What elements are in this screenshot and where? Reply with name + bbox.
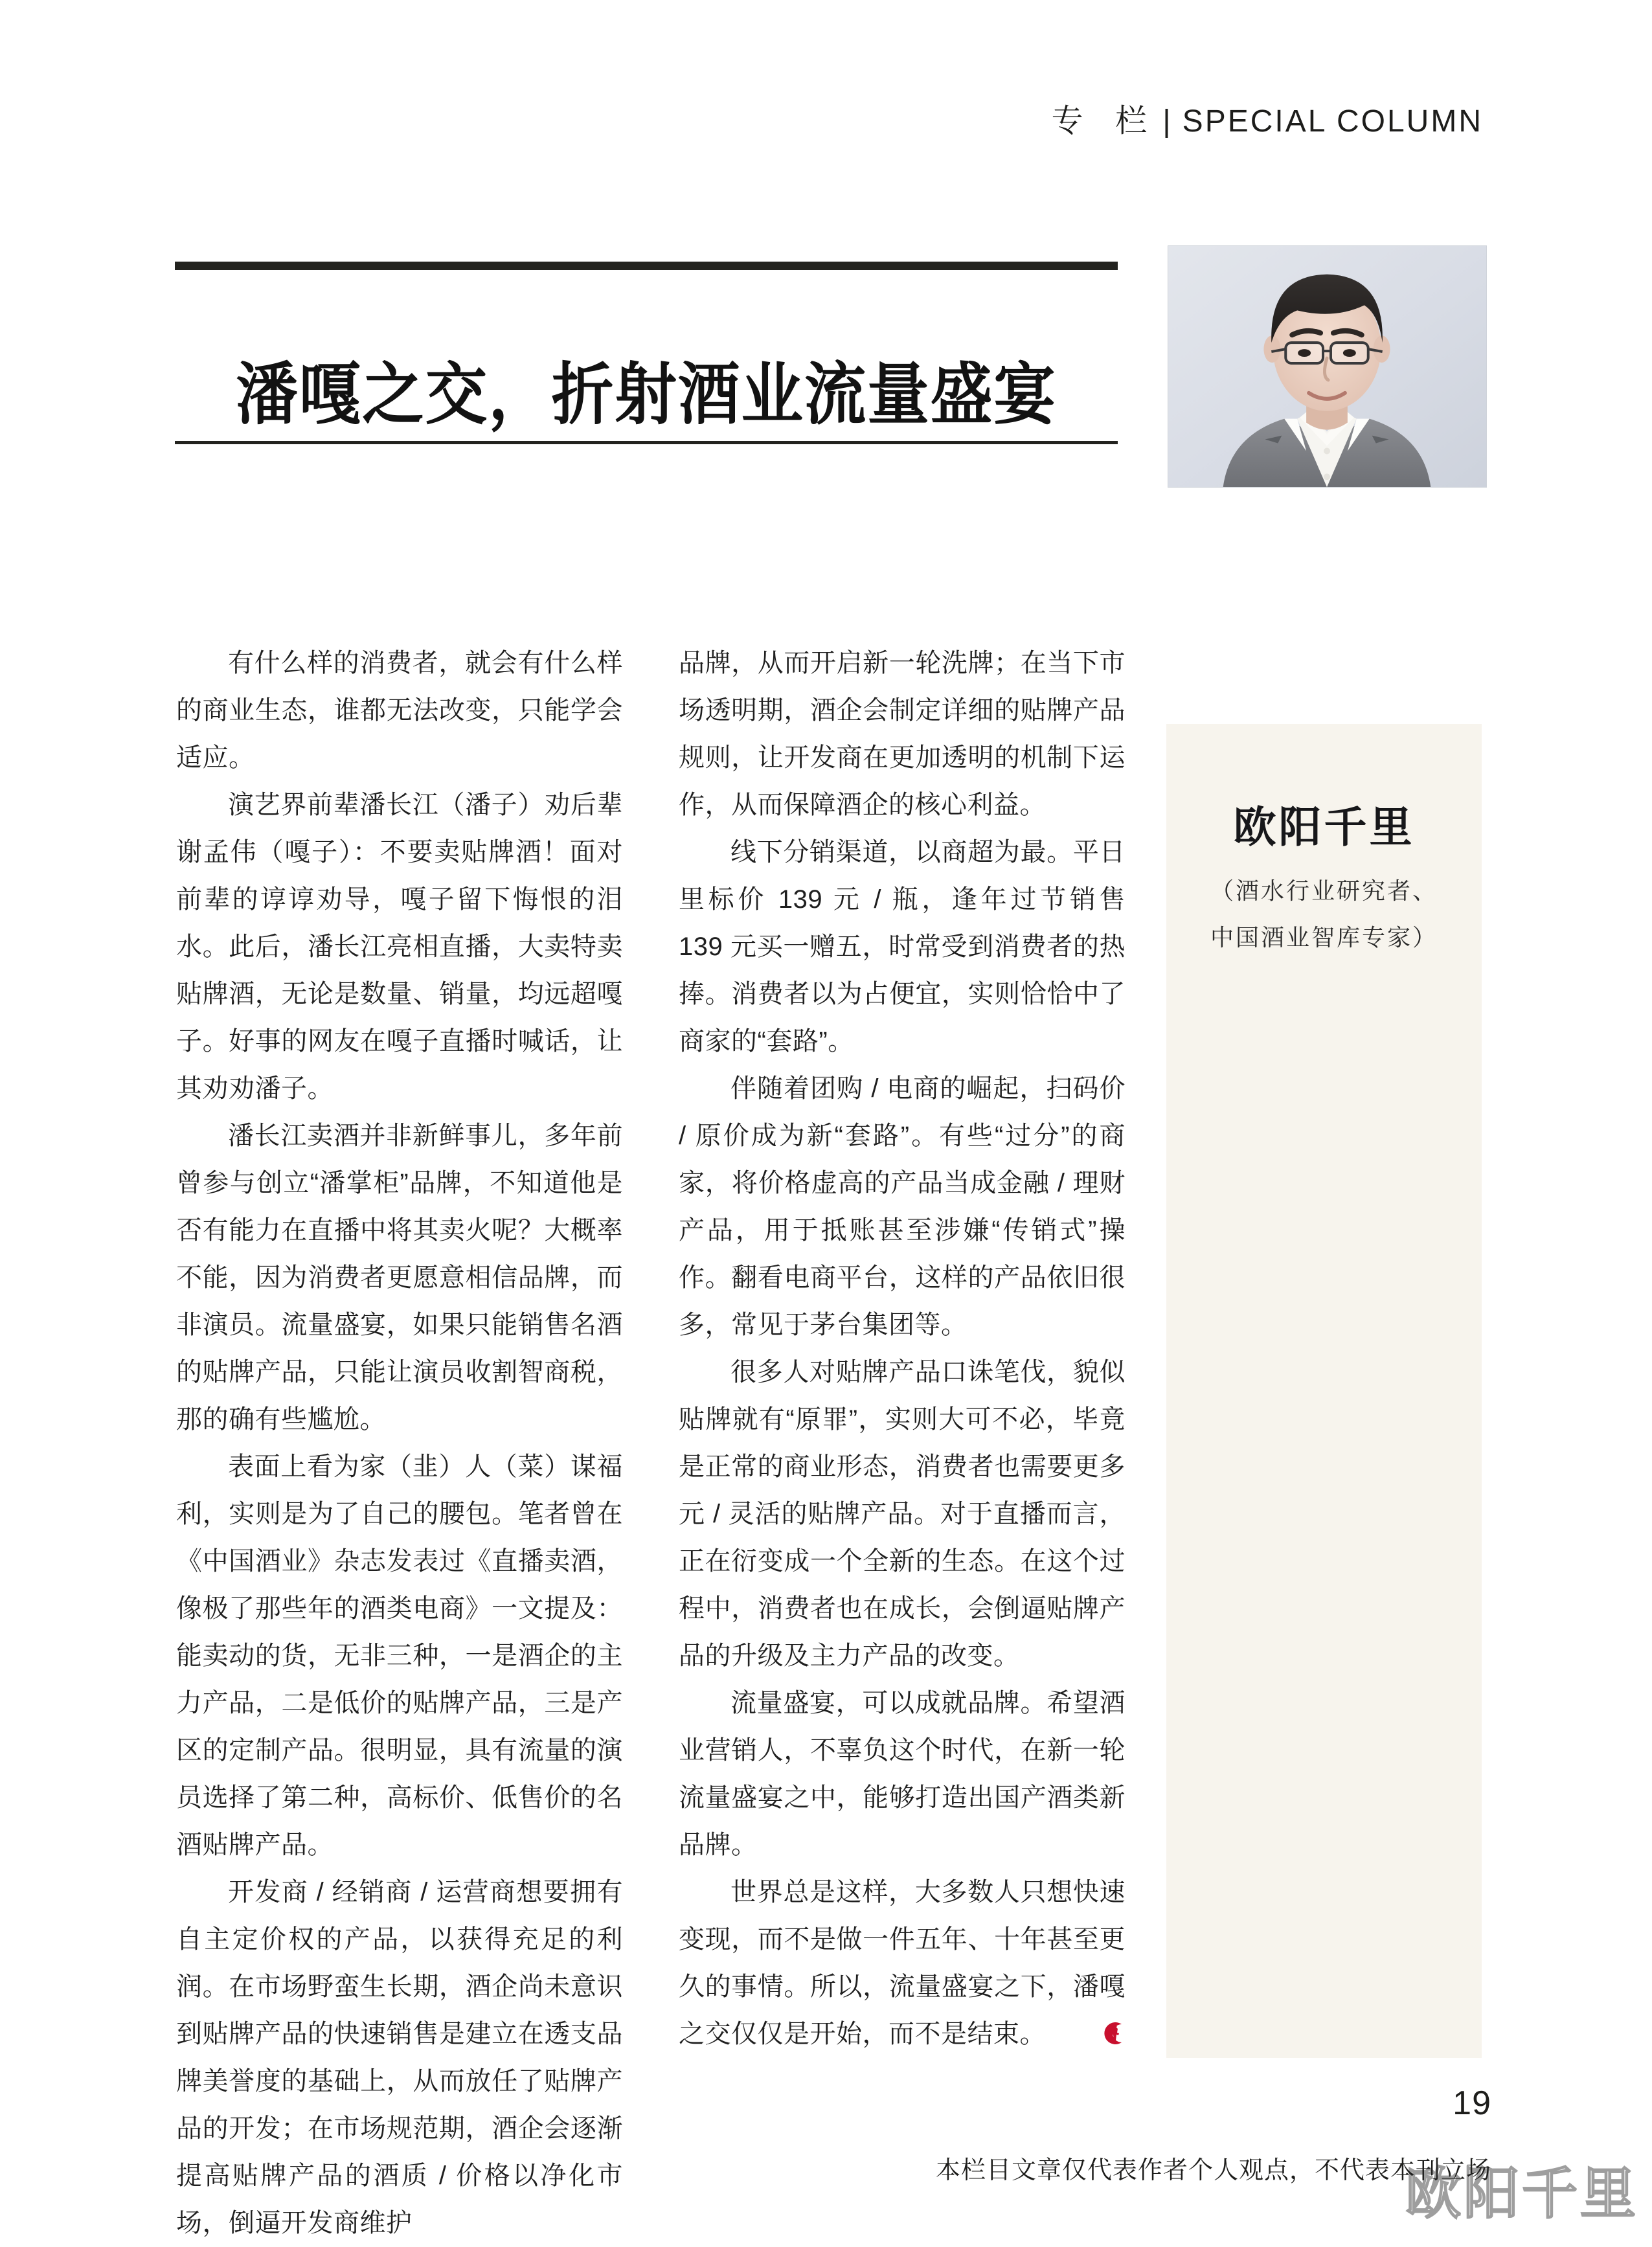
paragraph: 潘长江卖酒并非新鲜事儿，多年前曾参与创立“潘掌柜”品牌，不知道他是否有能力在直播中将其卖火呢？大概率不能，因为消费者更愿意相信品牌，而非演员。流量盛宴，如果只能销售名酒的贴牌产品，只能让演员收割智商税，那的确有些尴尬。 — [176, 1122, 623, 1434]
author-photo — [1168, 245, 1487, 488]
paragraph: 很多人对贴牌产品口诛笔伐，貌似贴牌就有“原罪”，实则大可不必，毕竟是正常的商业形态，消费者也需要更多元 / 灵活的贴牌产品。对于直播而言，正在衍变成一个全新的生态。在这个过程中，消费者也在成长，会倒逼贴牌产品的升级及主力产品的改变。 — [679, 1358, 1126, 1670]
running-head-separator: | — [1162, 104, 1172, 139]
author-role — [1166, 868, 1482, 961]
paragraph: 流量盛宴，可以成就品牌。希望酒业营销人，不辜负这个时代，在新一轮流量盛宴之中，能够打造出国产酒类新品牌。 — [679, 1689, 1126, 1859]
paragraph: 线下分销渠道，以商超为最。平日里标价 139 元 / 瓶，逢年过节销售 139 元买一赠五，时常受到消费者的热捧。消费者以为占便宜，实则恰恰中了商家的“套路”。 — [679, 838, 1126, 1056]
body-column-right — [679, 640, 1126, 2058]
author-card — [1166, 724, 1482, 2058]
paragraph: 有什么样的消费者，就会有什么样的商业生态，谁都无法改变，只能学会适应。 — [176, 649, 623, 772]
paragraph: 伴随着团购 / 电商的崛起，扫码价 / 原价成为新“套路”。有些“过分”的商家，将价格虚高的产品当成金融 / 理财产品，用于抵账甚至涉嫌“传销式”操作。翻看电商平台，这样的产品依旧很多，常见于茅台集团等。 — [679, 1074, 1126, 1339]
watermark-text: 欧阳千里 — [1405, 2163, 1638, 2225]
paragraph-final — [679, 1869, 1126, 2058]
endmark-logo-svg — [1102, 2020, 1127, 2046]
page-number: 19 — [1453, 2084, 1491, 2122]
author-role-line-2: 中国酒业智库专家） — [1210, 925, 1438, 951]
running-head-section-en: SPECIAL COLUMN — [1182, 104, 1483, 139]
author-name: 欧阳千里 — [1233, 804, 1415, 852]
title-rule-top — [175, 262, 1118, 270]
paragraph: 开发商 / 经销商 / 运营商想要拥有自主定价权的产品，以获得充足的利润。在市场野蛮生长期，酒企尚未意识到贴牌产品的快速销售是建立在透支品牌美誉度的基础上，从而放任了贴牌产品的开发；在市场规范期，酒企会逐渐提高贴牌产品的酒质 / 价格以净化市场，倒逼开发商维护 — [176, 1878, 623, 2237]
running-head-section-cn: 专 栏 — [1051, 104, 1159, 139]
paragraph: 表面上看为家（韭）人（菜）谋福利，实则是为了自己的腰包。笔者曾在《中国酒业》杂志发表过《直播卖酒，像极了那些年的酒类电商》一文提及：能卖动的货，无非三种，一是酒企的主力产品，二是低价的贴牌产品，三是产区的定制产品。很明显，具有流量的演员选择了第二种，高标价、低售价的名酒贴牌产品。 — [176, 1452, 623, 1859]
footer-disclaimer: 本栏目文章仅代表作者个人观点，不代表本刊立场 — [935, 2157, 1491, 2184]
paragraph-final-text: 世界总是这样，大多数人只想快速变现，而不是做一件五年、十年甚至更久的事情。所以，流量盛宴之下，潘嘎之交仅仅是开始，而不是结束。 — [679, 1878, 1126, 2048]
author-portrait-illustration — [1168, 246, 1486, 487]
paragraph: 品牌，从而开启新一轮洗牌；在当下市场透明期，酒企会制定详细的贴牌产品规则，让开发商在更加透明的机制下运作，从而保障酒企的核心利益。 — [679, 649, 1126, 819]
title-rule-bottom — [175, 441, 1118, 444]
article-title: 潘嘎之交，折射酒业流量盛宴 — [236, 357, 1057, 433]
running-head — [0, 96, 1483, 141]
endmark-logo-icon — [1050, 2015, 1076, 2040]
paragraph: 演艺界前辈潘长江（潘子）劝后辈谢孟伟（嘎子）：不要卖贴牌酒！面对前辈的谆谆劝导，嘎子留下悔恨的泪水。此后，潘长江亮相直播，大卖特卖贴牌酒，无论是数量、销量，均远超嘎子。好事的网友在嘎子直播时喊话，让其劝劝潘子。 — [176, 791, 623, 1103]
body-column-left — [176, 640, 623, 2247]
author-role-line-1: （酒水行业研究者、 — [1210, 878, 1438, 904]
